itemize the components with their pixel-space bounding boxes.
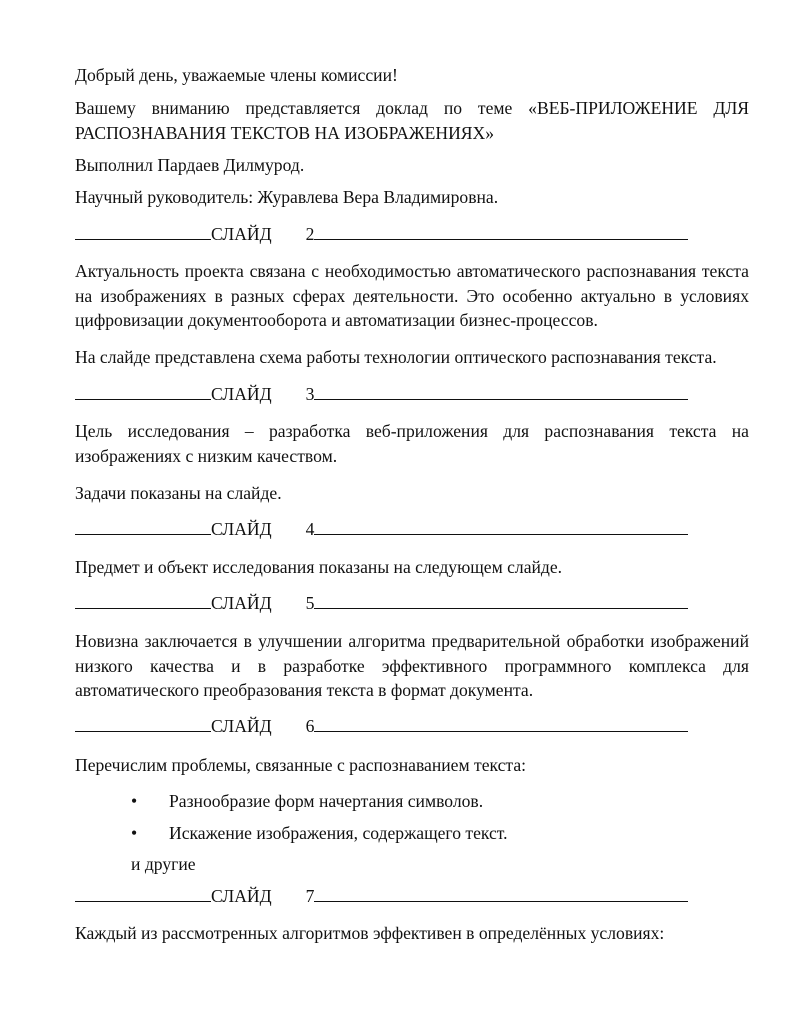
underline-right xyxy=(314,382,688,400)
underline-right xyxy=(314,714,688,732)
list-item: Искажение изображения, содержащего текст. xyxy=(169,823,508,843)
problems-intro-paragraph: Перечислим проблемы, связанные с распознаванием текста: xyxy=(75,755,527,775)
slide-number: 7 xyxy=(305,886,315,906)
slide-number: 5 xyxy=(305,593,315,613)
slide-separator xyxy=(75,591,688,616)
relevance-paragraph: Актуальность проекта связана с необходимостью автоматического распознавания текста на изображениях в разных сферах деятельности. Это особенно актуально в условиях цифровизации документооборота и автоматизации бизнес-процессов. xyxy=(75,261,749,330)
underline-right xyxy=(314,222,688,240)
slide-label: СЛАЙД xyxy=(211,716,272,736)
underline-left xyxy=(75,884,211,902)
slide-number: 3 xyxy=(305,384,315,404)
slide-label: СЛАЙД xyxy=(211,224,272,244)
supervisor-paragraph: Научный руководитель: Журавлева Вера Владимировна. xyxy=(75,187,499,207)
underline-right xyxy=(314,884,688,902)
slide-separator xyxy=(75,517,688,542)
slide-number: 2 xyxy=(305,224,315,244)
underline-left xyxy=(75,517,211,535)
slide-separator xyxy=(75,382,688,407)
subject-paragraph: Предмет и объект исследования показаны на следующем слайде. xyxy=(75,557,563,577)
tasks-paragraph: Задачи показаны на слайде. xyxy=(75,483,282,503)
underline-right xyxy=(314,591,688,609)
underline-right xyxy=(314,517,688,535)
bullet-icon: • xyxy=(131,791,138,811)
slide-separator xyxy=(75,884,688,909)
underline-left xyxy=(75,591,211,609)
intro-paragraph: Вашему вниманию представляется доклад по теме «ВЕБ-ПРИЛОЖЕНИЕ ДЛЯ РАСПОЗНАВАНИЯ ТЕКСТОВ НА ИЗОБРАЖЕНИЯХ» xyxy=(75,98,749,143)
slide-label: СЛАЙД xyxy=(211,593,272,613)
slide-number: 6 xyxy=(305,716,315,736)
underline-left xyxy=(75,222,211,240)
slide-separator xyxy=(75,714,688,739)
greeting-paragraph: Добрый день, уважаемые члены комиссии! xyxy=(75,65,398,85)
goal-paragraph: Цель исследования – разработка веб-приложения для распознавания текста на изображениях с низким качеством. xyxy=(75,421,749,466)
bullet-icon: • xyxy=(131,823,138,843)
slide-label: СЛАЙД xyxy=(211,886,272,906)
others-text: и другие xyxy=(131,854,196,874)
algorithms-paragraph: Каждый из рассмотренных алгоритмов эффективен в определённых условиях: xyxy=(75,923,665,943)
underline-left xyxy=(75,714,211,732)
slide-label: СЛАЙД xyxy=(211,384,272,404)
author-paragraph: Выполнил Пардаев Дилмурод. xyxy=(75,155,305,175)
list-item: Разнообразие форм начертания символов. xyxy=(169,791,484,811)
slide-number: 4 xyxy=(305,519,315,539)
underline-left xyxy=(75,382,211,400)
novelty-paragraph: Новизна заключается в улучшении алгоритма предварительной обработки изображений низкого качества и в разработке эффективного программного комплекса для автоматического преобразования текста в формат документа. xyxy=(75,631,749,700)
slide-separator xyxy=(75,222,688,247)
scheme-paragraph: На слайде представлена схема работы технологии оптического распознавания текста. xyxy=(75,347,717,367)
slide-label: СЛАЙД xyxy=(211,519,272,539)
